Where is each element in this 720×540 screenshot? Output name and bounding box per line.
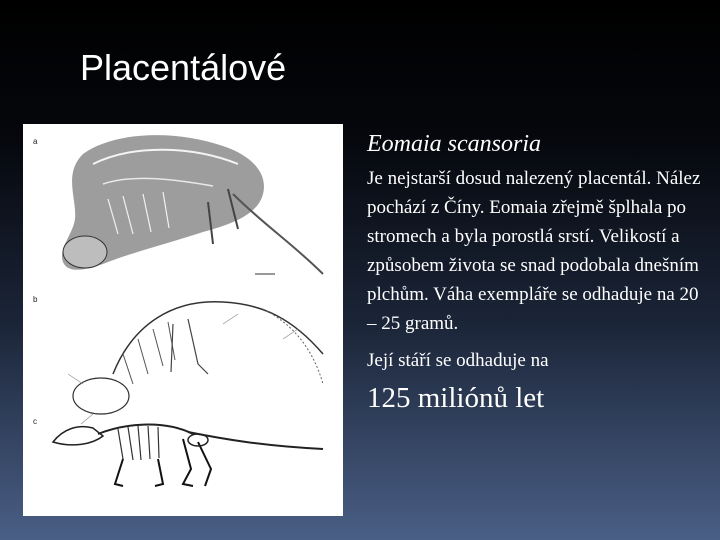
ribs-b <box>123 322 175 384</box>
skull-b <box>73 378 129 414</box>
tail-a <box>233 194 323 274</box>
panel-a <box>33 135 323 274</box>
annotation-lines-b <box>68 314 298 424</box>
fossil-figure <box>23 124 343 516</box>
text-block <box>367 130 707 415</box>
panel-label-a: a <box>33 137 38 146</box>
species-description: Je nejstarší dosud nalezený placentál. Nález pochází z Číny. Eomaia zřejmě šplhala po stromech a byla porostlá srstí. Velikostí a způsobem života se snad podobala dnešním plchům. Váha exempláře se odhaduje na 20 – 25 gramů. <box>367 168 701 334</box>
age-intro: Její stáří se odhaduje na <box>367 350 549 371</box>
spine-c <box>98 425 193 434</box>
limbs-b <box>171 319 208 374</box>
panel-b <box>33 295 323 424</box>
ribs-c <box>118 426 159 460</box>
panel-label-c: c <box>33 417 37 426</box>
panel-c <box>33 417 323 486</box>
skull-a <box>63 236 107 268</box>
species-name: Eomaia scansoria <box>367 131 541 157</box>
age-value: 125 miliónů let <box>367 382 545 414</box>
slide-title: Placentálové <box>80 47 287 88</box>
panel-label-b: b <box>33 295 38 304</box>
fossil-illustration <box>23 124 343 516</box>
skull-c <box>53 427 103 445</box>
tail-b <box>263 309 323 384</box>
